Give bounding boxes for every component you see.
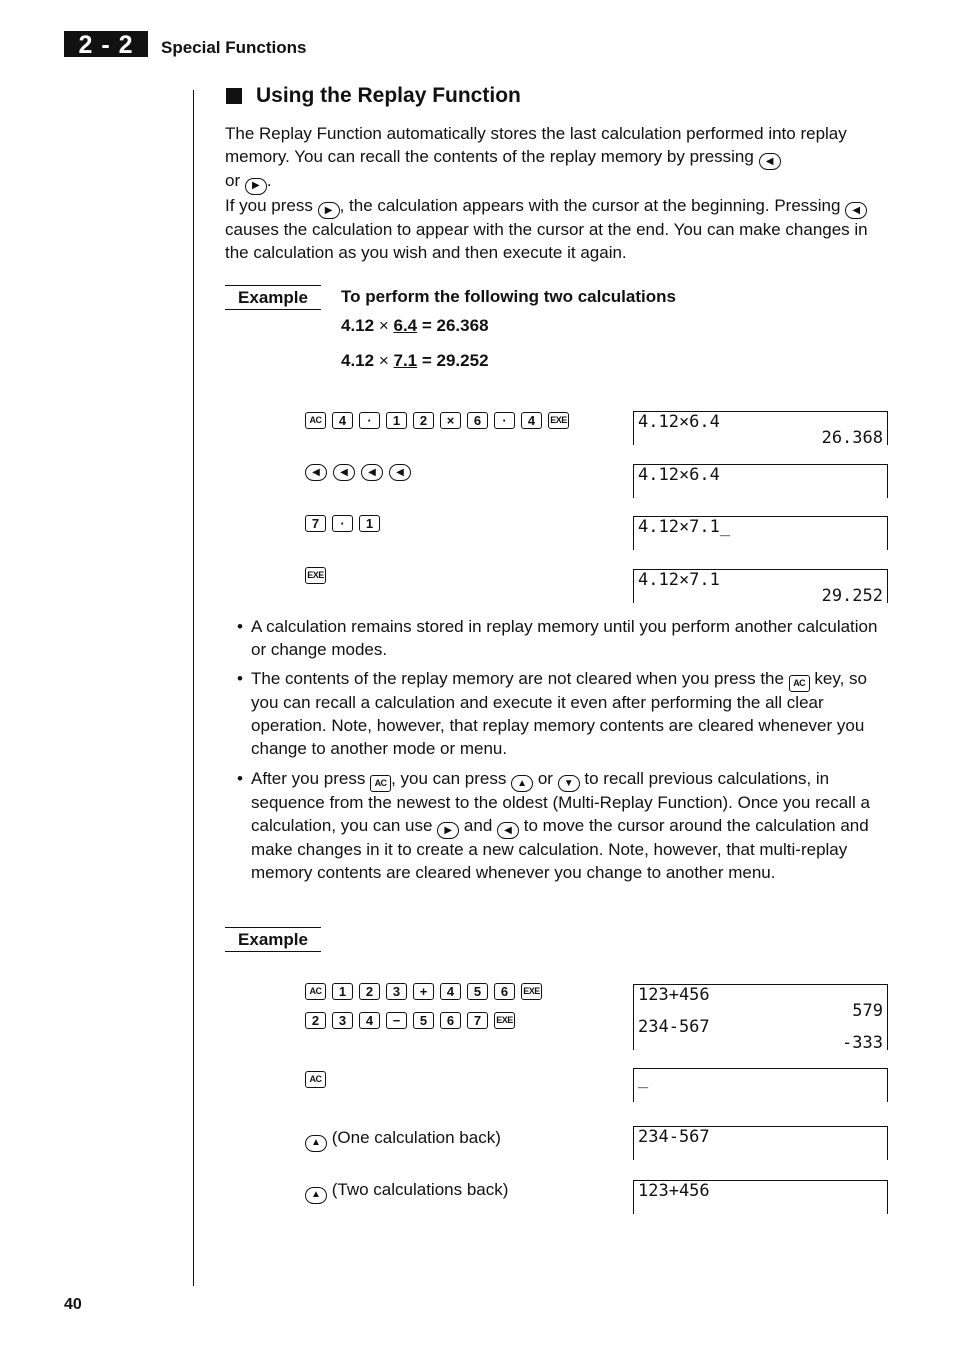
right-arrow-key-icon: ▶ bbox=[318, 202, 340, 219]
key-1-icon: 1 bbox=[386, 412, 407, 429]
key-sequence-6 bbox=[305, 1012, 515, 1029]
up-arrow-key-icon: ▲ bbox=[305, 1187, 327, 1204]
right-arrow-key-icon: ▶ bbox=[245, 178, 267, 195]
key-2-icon: 2 bbox=[305, 1012, 326, 1029]
left-arrow-key-icon: ◀ bbox=[333, 464, 355, 481]
square-bullet-icon bbox=[226, 88, 242, 104]
up-arrow-key-icon: ▲ bbox=[305, 1135, 327, 1152]
key-dot-icon: · bbox=[494, 412, 515, 429]
note-2: • The contents of the replay memory are not cleared when you press the AC key, so you can recall a calculation and execute it even after performing the all clear operation. Note, however, that replay memory contents are cleared whenever you change to another mode or menu. bbox=[237, 669, 868, 758]
calc-screen-3: 4.12×7.1_ bbox=[633, 516, 888, 550]
note-3: • After you press AC , you can press ▲ or ▼ to recall previous calculations, in sequence from the newest to the oldest (Multi-Replay Function). Once you recall a calculation, you can use ▶ and ◀ to move the cursor around the calculation and make changes in it to create a new calculation. Note, however, that multi-replay memory contents are cleared whenever you change to another menu. bbox=[237, 768, 870, 882]
calc-screen-6: _ bbox=[633, 1068, 888, 1102]
calc-screen-2: 4.12×6.4 bbox=[633, 464, 888, 498]
exe-key-icon: EXE bbox=[494, 1012, 515, 1029]
left-arrow-key-icon: ◀ bbox=[389, 464, 411, 481]
intro-text-4: causes the calculation to appear with the cursor at the end. You can make changes in the calculation as you wish and then execute it again. bbox=[225, 220, 868, 262]
ac-key-icon: AC bbox=[789, 675, 810, 692]
example-title: To perform the following two calculations bbox=[341, 287, 676, 306]
key-sequence-4 bbox=[305, 567, 326, 584]
key-4-icon: 4 bbox=[440, 983, 461, 1000]
key-4-icon: 4 bbox=[359, 1012, 380, 1029]
equation-1: 4.12 × 6.4 = 26.368 bbox=[341, 316, 489, 335]
left-arrow-key-icon: ◀ bbox=[305, 464, 327, 481]
step-one-back bbox=[305, 1127, 501, 1152]
key-sequence-5 bbox=[305, 983, 542, 1000]
example-label: Example bbox=[225, 285, 321, 310]
left-arrow-key-icon: ◀ bbox=[759, 153, 781, 170]
down-arrow-key-icon: ▼ bbox=[558, 775, 580, 792]
calc-screen-5: 123+456 579 234-567 -333 bbox=[633, 984, 888, 1050]
left-arrow-key-icon: ◀ bbox=[497, 822, 519, 839]
key-1-icon: 1 bbox=[359, 515, 380, 532]
key-sequence-1 bbox=[305, 412, 569, 429]
ac-key-icon: AC bbox=[305, 983, 326, 1000]
key-7-icon: 7 bbox=[467, 1012, 488, 1029]
key-2-icon: 2 bbox=[413, 412, 434, 429]
key-3-icon: 3 bbox=[386, 983, 407, 1000]
ac-key-icon: AC bbox=[305, 1071, 326, 1088]
example-label-2: Example bbox=[225, 927, 321, 952]
calc-screen-7: 234-567 bbox=[633, 1126, 888, 1160]
key-1-icon: 1 bbox=[332, 983, 353, 1000]
key-3-icon: 3 bbox=[332, 1012, 353, 1029]
step-two-back-label: (Two calculations back) bbox=[331, 1180, 509, 1199]
heading-text: Using the Replay Function bbox=[256, 84, 521, 107]
step-two-back bbox=[305, 1179, 508, 1204]
page-number: 40 bbox=[64, 1296, 82, 1313]
section-title: Special Functions bbox=[161, 38, 307, 57]
right-arrow-key-icon: ▶ bbox=[437, 822, 459, 839]
key-7-icon: 7 bbox=[305, 515, 326, 532]
intro-text-2: If you press bbox=[225, 195, 313, 215]
key-dot-icon: · bbox=[359, 412, 380, 429]
section-tab: 2 - 2 bbox=[64, 31, 148, 57]
ac-key-icon: AC bbox=[370, 775, 391, 792]
intro-text-3: , the calculation appears with the cursor at the beginning. Pressing bbox=[339, 195, 841, 215]
key-4-icon: 4 bbox=[332, 412, 353, 429]
margin-rule bbox=[193, 90, 194, 1286]
equation-2: 4.12 × 7.1 = 29.252 bbox=[341, 351, 489, 370]
key-6-icon: 6 bbox=[440, 1012, 461, 1029]
key-sequence-7 bbox=[305, 1071, 326, 1088]
intro-or: or bbox=[225, 171, 241, 191]
key-6-icon: 6 bbox=[494, 983, 515, 1000]
key-minus-icon: − bbox=[386, 1012, 407, 1029]
heading bbox=[226, 84, 521, 108]
key-6-icon: 6 bbox=[467, 412, 488, 429]
ac-key-icon: AC bbox=[305, 412, 326, 429]
key-sequence-3 bbox=[305, 515, 380, 532]
key-5-icon: 5 bbox=[467, 983, 488, 1000]
step-one-back-label: (One calculation back) bbox=[331, 1128, 501, 1147]
key-multiply-icon: × bbox=[440, 412, 461, 429]
exe-key-icon: EXE bbox=[305, 567, 326, 584]
calc-screen-1: 4.12×6.4 26.368 bbox=[633, 411, 888, 445]
calc-screen-8: 123+456 bbox=[633, 1180, 888, 1214]
exe-key-icon: EXE bbox=[521, 983, 542, 1000]
key-plus-icon: + bbox=[413, 983, 434, 1000]
intro-paragraph bbox=[225, 123, 890, 265]
exe-key-icon: EXE bbox=[548, 412, 569, 429]
key-4-icon: 4 bbox=[521, 412, 542, 429]
intro-text-1: The Replay Function automatically stores the last calculation performed into replay memory. You can recall the contents of the replay memory by pressing bbox=[225, 124, 847, 166]
key-5-icon: 5 bbox=[413, 1012, 434, 1029]
up-arrow-key-icon: ▲ bbox=[511, 775, 533, 792]
key-dot-icon: · bbox=[332, 515, 353, 532]
notes-list bbox=[237, 616, 892, 892]
calc-screen-4: 4.12×7.1 29.252 bbox=[633, 569, 888, 603]
key-sequence-2 bbox=[305, 464, 411, 481]
intro-period: . bbox=[266, 171, 272, 191]
key-2-icon: 2 bbox=[359, 983, 380, 1000]
note-1: • A calculation remains stored in replay memory until you perform another calculation or change modes. bbox=[237, 617, 878, 659]
left-arrow-key-icon: ◀ bbox=[361, 464, 383, 481]
left-arrow-key-icon: ◀ bbox=[845, 202, 867, 219]
